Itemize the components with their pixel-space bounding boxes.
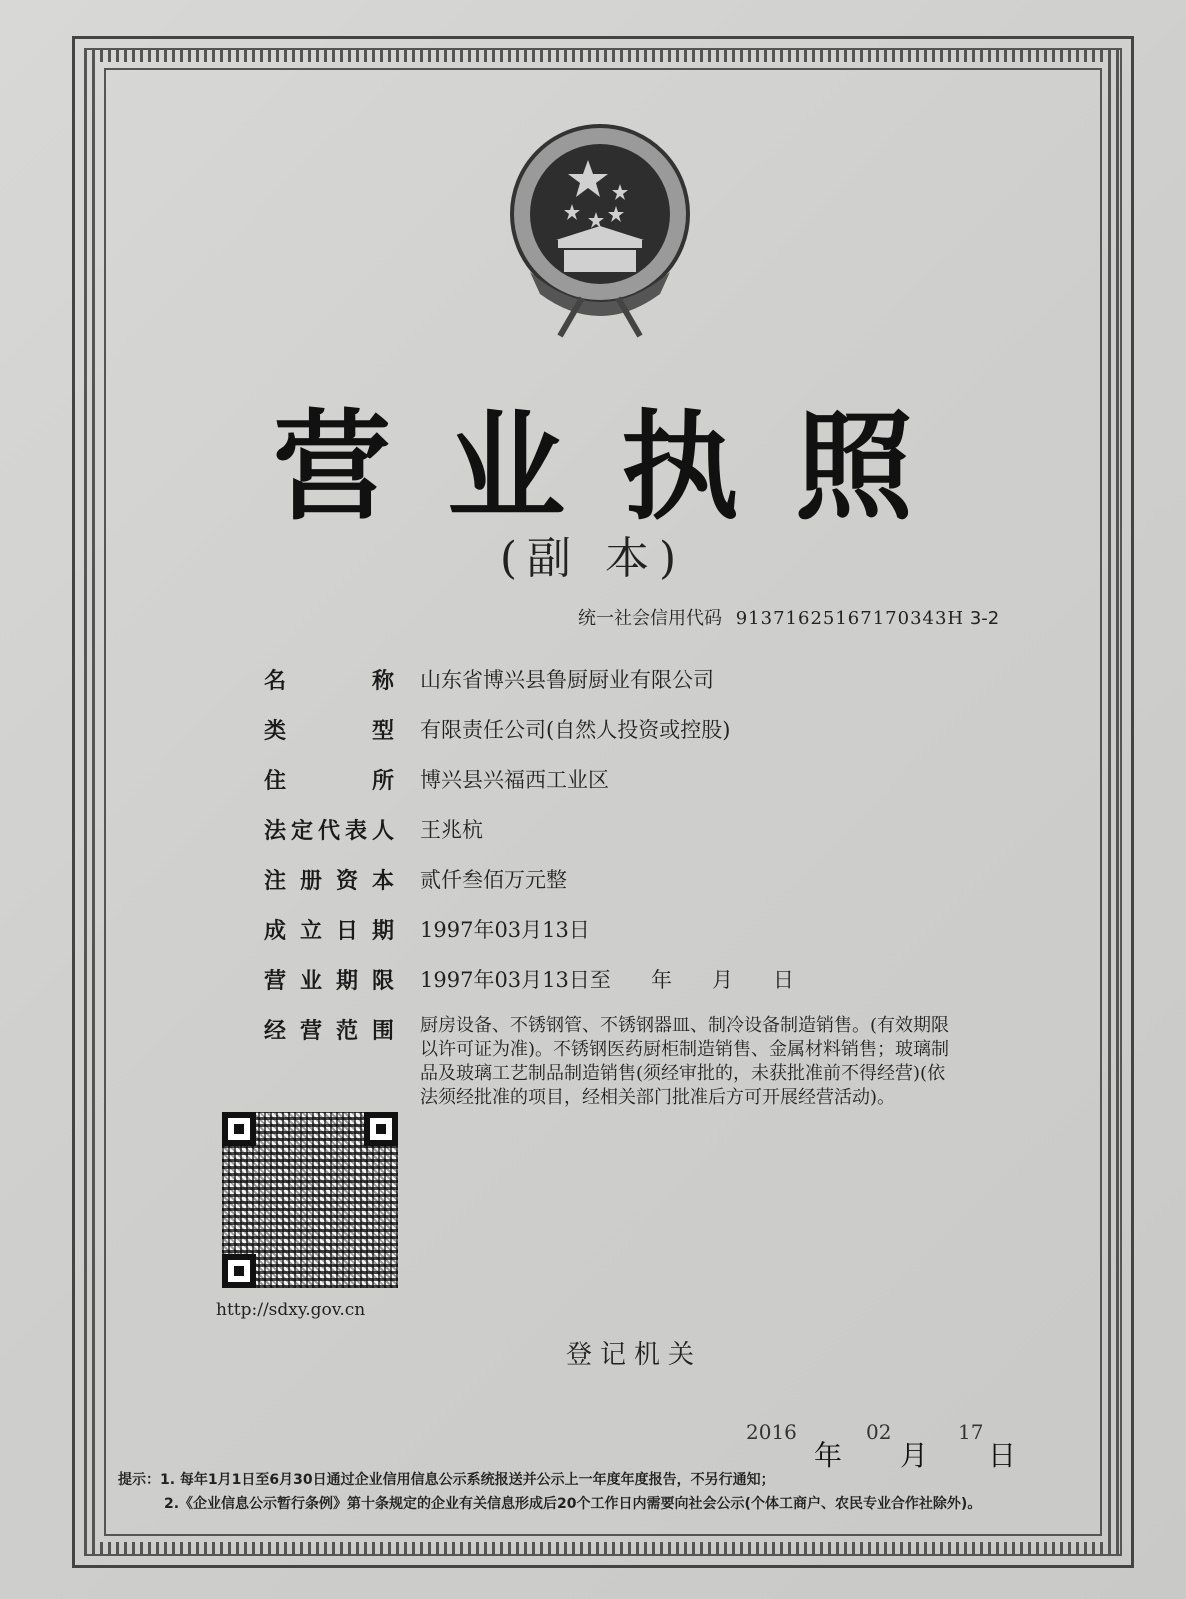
national-emblem-icon <box>500 122 700 342</box>
field-value: 厨房设备、不锈钢管、不锈钢器皿、制冷设备制造销售。(有效期限以许可证为准)。不锈钢医药厨柜制造销售、金属材料销售；玻璃制品及玻璃工艺制品制造销售(须经审批的，未获批准前不得经营)(依法须经批准的项目，经相关部门批准后方可开展经营活动)。 <box>420 1015 950 1108</box>
issue-day: 17 <box>958 1420 984 1444</box>
copy-number: 3-2 <box>969 608 1000 629</box>
note-line-2: 2.《企业信息公示暂行条例》第十条规定的企业有关信息形成后20个工作日内需要向社会公示(个体工商户、农民专业合作社除外)。 <box>164 1496 982 1512</box>
registration-authority: 登记机关 <box>566 1340 703 1370</box>
field-label: 营业期限 <box>264 969 394 994</box>
issue-month-char: 月 <box>900 1439 929 1472</box>
field-label: 法定代表人 <box>264 819 394 844</box>
field-value: 1997年03月13日 <box>420 918 590 942</box>
note-line-1: 提示：1. 每年1月1日至6月30日通过企业信用信息公示系统报送并公示上一年度年度报告，不另行通知； <box>118 1472 775 1488</box>
field-label: 注册资本 <box>264 869 394 894</box>
credit-code-line <box>578 604 999 630</box>
qr-finder-icon <box>364 1112 398 1146</box>
field-value: 贰仟叁佰万元整 <box>420 868 567 892</box>
document-title: 营业执照 <box>272 398 969 536</box>
field-value: 王兆杭 <box>420 818 483 842</box>
field-value: 有限责任公司(自然人投资或控股) <box>420 718 731 742</box>
credit-code-value: 91371625167170343H <box>735 608 965 629</box>
field-value: 博兴县兴福西工业区 <box>420 768 609 792</box>
qr-finder-icon <box>222 1254 256 1288</box>
document-subtitle: (副 本) <box>499 533 687 584</box>
field-label: 住 所 <box>264 769 394 794</box>
field-value: 山东省博兴县鲁厨厨业有限公司 <box>420 668 714 692</box>
qr-finder-icon <box>222 1112 256 1146</box>
qr-code[interactable] <box>222 1112 398 1288</box>
footer-notes <box>118 1468 1088 1516</box>
field-label: 名 称 <box>264 669 394 694</box>
issue-month: 02 <box>866 1420 892 1444</box>
field-label: 类 型 <box>264 719 394 744</box>
credit-code-label: 统一社会信用代码 <box>578 608 722 629</box>
field-label: 经营范围 <box>264 1019 394 1044</box>
issue-year: 2016 <box>746 1420 797 1444</box>
qr-url[interactable]: http://sdxy.gov.cn <box>216 1300 366 1320</box>
issue-day-char: 日 <box>988 1439 1017 1472</box>
field-value: 1997年03月13日至 年 月 日 <box>420 968 795 992</box>
issue-year-char: 年 <box>814 1439 843 1472</box>
field-label: 成立日期 <box>264 919 394 944</box>
